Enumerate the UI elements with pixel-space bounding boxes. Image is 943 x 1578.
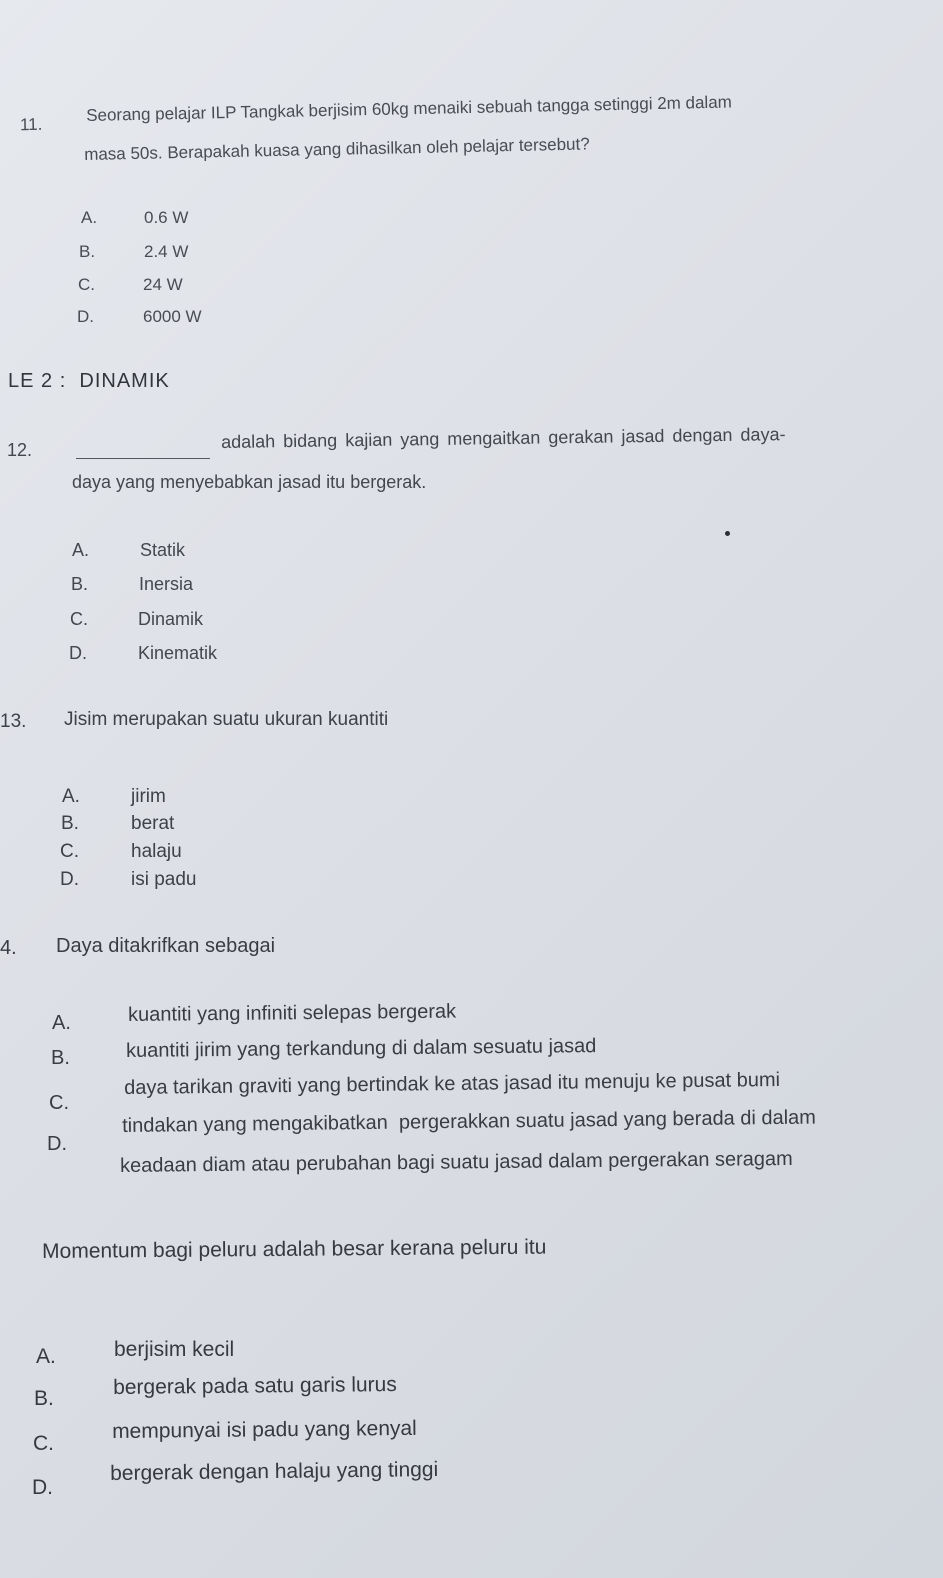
q12-text-line2: daya yang menyebabkan jasad itu bergerak. bbox=[72, 472, 427, 492]
q12-answer-blank bbox=[76, 442, 210, 464]
q15-text-line1: Momentum bagi peluru adalah besar kerana peluru itu bbox=[42, 1235, 547, 1263]
q13-option-d-letter: D. bbox=[60, 869, 79, 890]
q14-number: 4. bbox=[0, 937, 17, 959]
q11-text-line1: Seorang pelajar ILP Tangkak berjisim 60kg menaiki sebuah tangga setinggi 2m dalam bbox=[86, 92, 733, 125]
q15-option-d-letter: D. bbox=[32, 1476, 53, 1499]
q13-option-c-text: halaju bbox=[131, 841, 182, 862]
q13-number: 13. bbox=[0, 711, 27, 732]
q15-option-a-letter: A. bbox=[36, 1345, 56, 1368]
q15-option-d-text: bergerak dengan halaju yang tinggi bbox=[110, 1457, 439, 1485]
q11-option-c-text: 24 W bbox=[143, 275, 183, 294]
q14-option-d-text-line2: keadaan diam atau perubahan bagi suatu jasad dalam pergerakan seragam bbox=[120, 1147, 793, 1177]
q12-text-line1: adalah bidang kajian yang mengaitkan gerakan jasad dengan daya- bbox=[221, 424, 786, 452]
q15-option-c-text: mempunyai isi padu yang kenyal bbox=[112, 1416, 417, 1443]
q12-option-a-text: Statik bbox=[140, 540, 186, 560]
q14-option-a-letter: A. bbox=[52, 1012, 71, 1034]
q11-option-a-text: 0.6 W bbox=[144, 208, 189, 227]
q11-option-a-letter: A. bbox=[81, 208, 98, 227]
q12-option-c-text: Dinamik bbox=[138, 609, 204, 629]
q12-option-a-letter: A. bbox=[72, 540, 90, 560]
q11-number: 11. bbox=[19, 114, 43, 135]
q13-option-c-letter: C. bbox=[60, 841, 79, 862]
q13-option-b-letter: B. bbox=[61, 813, 79, 834]
q15-option-b-text: bergerak pada satu garis lurus bbox=[113, 1373, 397, 1399]
q12-option-c-letter: C. bbox=[70, 609, 88, 629]
q11-text-line2: masa 50s. Berapakah kuasa yang dihasilkan oleh pelajar tersebut? bbox=[84, 134, 590, 164]
q12-option-d-letter: D. bbox=[69, 643, 87, 663]
q12-option-d-text: Kinematik bbox=[138, 643, 218, 663]
q11-option-d-letter: D. bbox=[77, 307, 94, 326]
q12-number: 12. bbox=[7, 440, 33, 460]
q13-option-a-letter: A. bbox=[62, 786, 80, 807]
q13-option-d-text: isi padu bbox=[131, 869, 197, 890]
q14-option-c-letter: C. bbox=[49, 1092, 69, 1114]
q14-option-a-text: kuantiti yang infiniti selepas bergerak bbox=[128, 1000, 457, 1026]
pen-mark-dot bbox=[725, 531, 730, 536]
section-heading: LE 2 : DINAMIK bbox=[8, 370, 170, 392]
q14-option-c-text: daya tarikan graviti yang bertindak ke atas jasad itu menuju ke pusat bumi bbox=[124, 1068, 781, 1099]
q14-option-b-letter: B. bbox=[51, 1047, 70, 1069]
q12-option-b-letter: B. bbox=[71, 574, 89, 594]
q11-option-c-letter: C. bbox=[78, 275, 95, 294]
q13-option-b-text: berat bbox=[131, 813, 175, 834]
q14-text-line1: Daya ditakrifkan sebagai bbox=[56, 935, 276, 957]
q11-option-d-text: 6000 W bbox=[143, 307, 202, 326]
q14-option-b-text: kuantiti jirim yang terkandung di dalam sesuatu jasad bbox=[126, 1035, 597, 1062]
q12-option-b-text: Inersia bbox=[139, 574, 194, 594]
q11-option-b-letter: B. bbox=[79, 242, 96, 261]
q15-option-b-letter: B. bbox=[34, 1387, 54, 1410]
q14-option-d-text: tindakan yang mengakibatkan pergerakkan suatu jasad yang berada di dalam bbox=[122, 1106, 817, 1137]
q11-option-b-text: 2.4 W bbox=[144, 242, 189, 261]
q14-option-d-letter: D. bbox=[47, 1133, 67, 1155]
q13-option-a-text: jirim bbox=[131, 786, 166, 807]
q13-text-line1: Jisim merupakan suatu ukuran kuantiti bbox=[64, 709, 389, 730]
q15-option-c-letter: C. bbox=[33, 1432, 54, 1455]
q15-option-a-text: berjisim kecil bbox=[114, 1338, 235, 1361]
